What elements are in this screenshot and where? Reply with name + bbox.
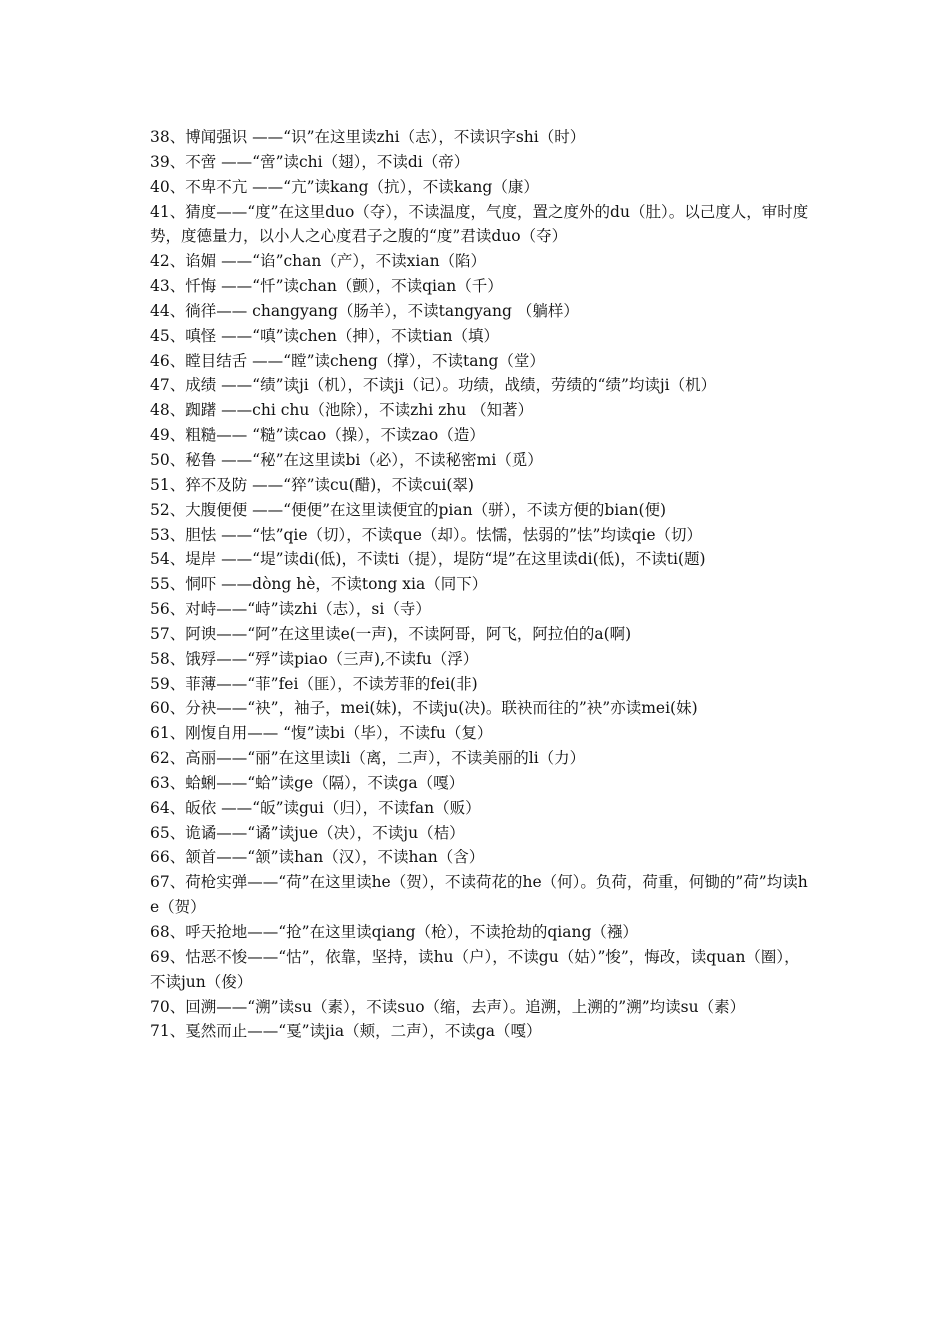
entry-62: 62、高丽——“丽”在这里读li（离，二声），不读美丽的li（力）	[150, 749, 586, 768]
entry-63: 63、蛤蜊——“蛤”读ge（隔），不读ga（嘎）	[150, 773, 465, 792]
entry-71: 71、戛然而止——“戛”读jia（颊，二声），不读ga（嘎）	[150, 1022, 542, 1041]
entry-59: 59、菲薄——“菲”fei（匪），不读芳菲的fei(非)	[150, 674, 478, 693]
entry-66: 66、颔首——“颔”读han（汉），不读han（含）	[150, 848, 485, 867]
entry-45: 45、嗔怪 ——“嗔”读chen（抻），不读tian（填）	[150, 326, 499, 345]
entry-65: 65、诡谲——“谲”读jue（决），不读ju（桔）	[150, 823, 465, 842]
entry-64: 64、皈依 ——“皈”读gui（归），不读fan（贩）	[150, 798, 481, 817]
entry-53: 53、胆怯 ——“怯”qie（切），不读que（却）。怯懦，怯弱的”怯”均读qie（切）	[150, 525, 703, 544]
entry-48: 48、踟躇 ——chi chu（池除），不读zhi zhu （知著）	[150, 401, 534, 420]
entry-43: 43、忏悔 ——“忏”读chan（颤），不读qian（千）	[150, 277, 503, 296]
entry-51: 51、猝不及防 ——“猝”读cu(醋)，不读cui(翠)	[150, 475, 474, 494]
entry-50: 50、秘鲁 ——“秘”在这里读bi（必），不读秘密mi（觅）	[150, 450, 543, 469]
entry-55: 55、恫吓 ——dòng hè，不读tong xia（同下）	[150, 575, 488, 594]
entry-60: 60、分袂——“袂”，袖子，mei(妹)，不读ju(决)。联袂而往的”袂”亦读mei(妹)	[150, 699, 698, 718]
entry-67: 67、荷枪实弹——“荷”在这里读he（贺），不读荷花的he（何）。负荷，荷重，何锄的”荷”均读he（贺）	[150, 873, 808, 917]
entry-70: 70、回溯——“溯”读su（素），不读suo（缩，去声）。追溯，上溯的”溯”均读su（素）	[150, 997, 746, 1016]
entry-61: 61、刚愎自用—— “愎”读bi（毕），不读fu（复）	[150, 724, 493, 743]
entry-47: 47、成绩 ——“绩”读ji（机），不读ji（记）。功绩，战绩，劳绩的“绩”均读ji（机）	[150, 376, 717, 395]
entry-69: 69、怙恶不悛——“怙”，依靠，坚持，读hu（户），不读gu（姑）”悛”，悔改，读quan（圈），不读jun（俊）	[150, 947, 800, 991]
entry-54: 54、堤岸 ——“堤”读di(低)，不读ti（提），堤防“堤”在这里读di(低)，不读ti(题)	[150, 550, 706, 569]
entry-38: 38、博闻强识 ——“识”在这里读zhi（志），不读识字shi（时）	[150, 128, 586, 146]
entry-46: 46、瞠目结舌 ——“瞠”读cheng（撑），不读tang（堂）	[150, 351, 545, 370]
entry-42: 42、谄媚 ——“谄”chan（产），不读xian（陷）	[150, 252, 487, 271]
entry-57: 57、阿谀——“阿”在这里读e(一声)，不读阿哥，阿飞，阿拉伯的a(啊)	[150, 624, 632, 643]
entry-52: 52、大腹便便 ——“便便”在这里读便宜的pian（骈），不读方便的bian(便)	[150, 500, 667, 519]
entry-58: 58、饿殍——“殍”读piao（三声),不读fu（浮）	[150, 649, 479, 668]
entry-49: 49、粗糙—— “糙”读cao（操），不读zao（造）	[150, 426, 485, 445]
entry-39: 39、不啻 ——“啻”读chi（翅），不读di（帝）	[150, 152, 470, 171]
document-body	[150, 125, 810, 1044]
entry-56: 56、对峙——“峙”读zhi（志），si（寺）	[150, 600, 431, 619]
entry-40: 40、不卑不亢 ——“亢”读kang（抗），不读kang（康）	[150, 177, 539, 196]
entry-68: 68、呼天抢地——“抢”在这里读qiang（枪），不读抢劫的qiang（襁）	[150, 923, 638, 941]
entry-44: 44、徜徉—— changyang（肠羊），不读tangyang （躺样）	[150, 301, 579, 320]
entry-41: 41、猜度——“度”在这里duo（夺），不读温度，气度，置之度外的du（肚）。以己度人，审时度势，度德量力，以小人之心度君子之腹的“度”君读duo（夺）	[150, 202, 809, 246]
